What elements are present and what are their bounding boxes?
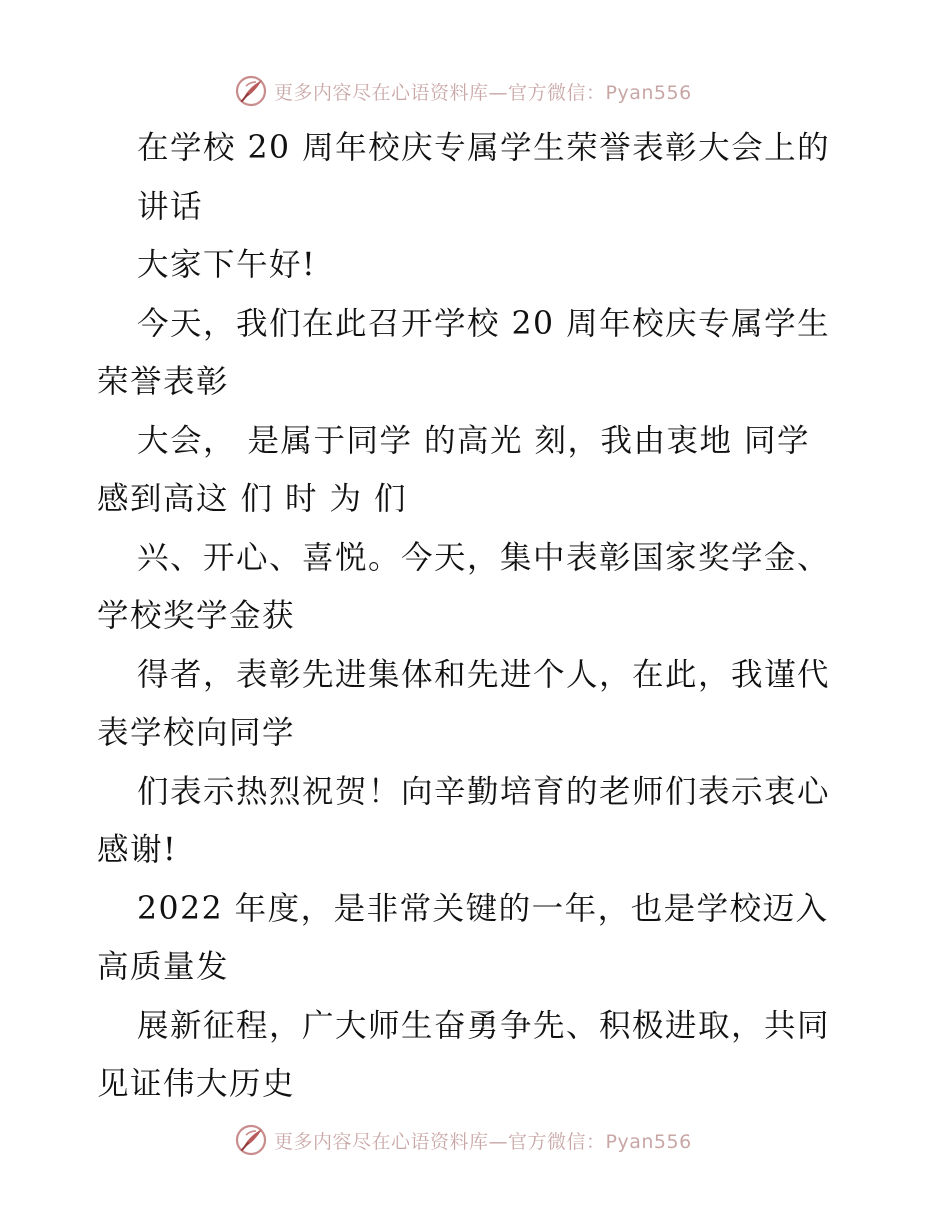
text-line: 感到高这 们 时 为 们	[97, 481, 408, 517]
text-line: 今天，我们在此召开学校 20 周年校庆专属学生	[137, 305, 831, 342]
text-line: 展新征程，广大师生奋勇争先、积极进取，共同	[137, 1007, 831, 1044]
text-line: 感谢!	[97, 832, 178, 868]
text-line: 2022 年度，是非常关键的一年，也是学校迈入	[137, 890, 829, 927]
header-watermark	[234, 73, 692, 109]
text-line: 见证伟大历史	[97, 1066, 296, 1102]
text-line: 学校奖学金获	[97, 598, 296, 634]
text-line: 得者，表彰先进集体和先进个人，在此，我谨代	[137, 656, 831, 693]
quill-logo-icon	[234, 74, 268, 108]
text-line: 们表示热烈祝贺！向辛勤培育的老师们表示衷心	[137, 773, 831, 810]
text-line: 讲话	[137, 188, 204, 225]
text-line: 荣誉表彰	[97, 364, 230, 400]
watermark-text: 更多内容尽在心语资料库—官方微信：Pyan556	[274, 1130, 692, 1153]
text-line: 在学校 20 周年校庆专属学生荣誉表彰大会上的	[137, 130, 831, 166]
watermark-text: 更多内容尽在心语资料库—官方微信：Pyan556	[274, 81, 692, 104]
document-body	[97, 119, 857, 1114]
text-line: 大会， 是属于同学 的高光 刻，我由衷地 同学	[137, 422, 811, 459]
footer-watermark	[234, 1122, 692, 1158]
quill-logo-icon	[234, 1123, 268, 1157]
text-line: 兴、开心、喜悦。今天，集中表彰国家奖学金、	[137, 539, 831, 576]
text-line: 表学校向同学	[97, 715, 296, 751]
text-line: 高质量发	[97, 949, 230, 985]
text-line: 大家下午好!	[137, 247, 317, 283]
